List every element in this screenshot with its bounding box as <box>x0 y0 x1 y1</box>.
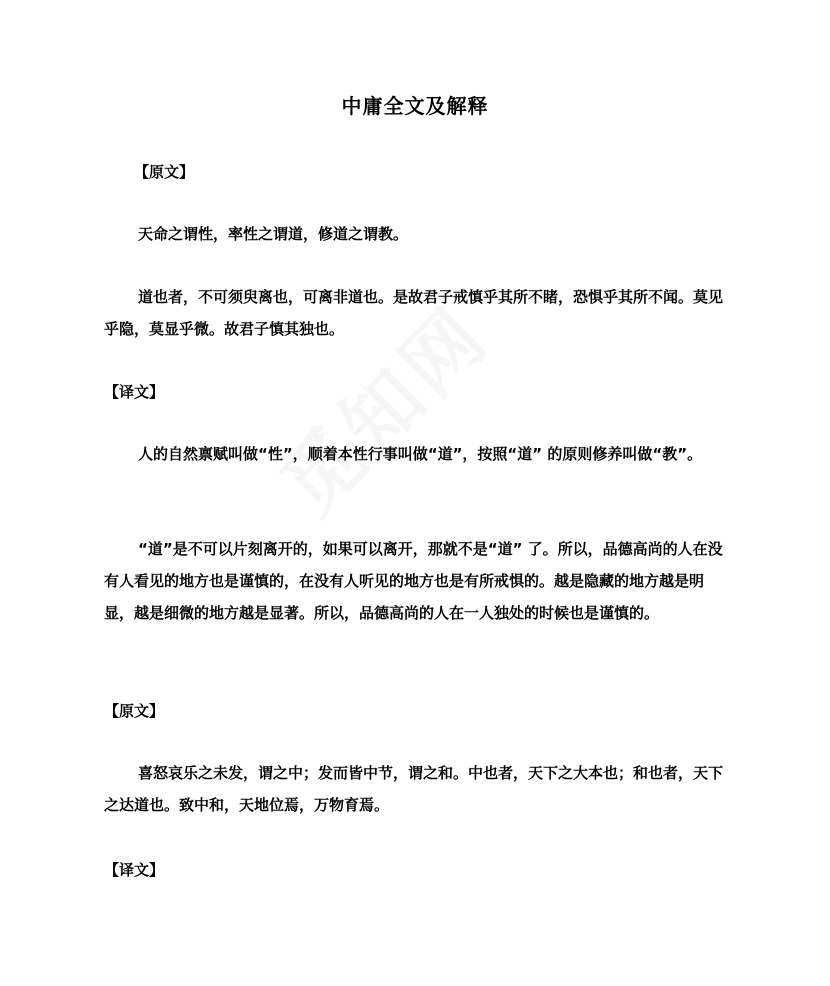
paragraph-original-1b: 道也者，不可须臾离也，可离非道也。是故君子戒慎乎其所不睹，恐惧乎其所不闻。莫见乎隐，莫显乎微。故君子慎其独也。 <box>104 288 724 338</box>
section-heading-original-1: 【原文】 <box>134 163 195 181</box>
section-heading-original-2: 【原文】 <box>104 702 165 720</box>
paragraph-original-1a: 天命之谓性，率性之谓道，修道之谓教。 <box>138 225 409 243</box>
paragraph-original-2: 喜怒哀乐之未发，谓之中；发而皆中节，谓之和。中也者，天下之大本也；和也者，天下之达道也。致中和，天地位焉，万物育焉。 <box>104 764 724 814</box>
paragraph-translation-1b: “道”是不可以片刻离开的，如果可以离开，那就不是“道” 了。所以，品德高尚的人在没有人看见的地方也是谨慎的，在没有人听见的地方也是有所戒惧的。越是隐藏的地方越是明显，越是细微的地方越是显著。所以，品德高尚的人在一人独处的时候也是谨慎的。 <box>104 540 723 622</box>
section-heading-translation-1: 【译文】 <box>104 383 165 401</box>
page-title: 中庸全文及解释 <box>341 94 489 118</box>
section-heading-translation-2: 【译文】 <box>104 861 165 879</box>
paragraph-translation-1a: 人的自然禀赋叫做“性”，顺着本性行事叫做“道”，按照“道” 的原则修养叫做“教”。 <box>138 445 703 463</box>
